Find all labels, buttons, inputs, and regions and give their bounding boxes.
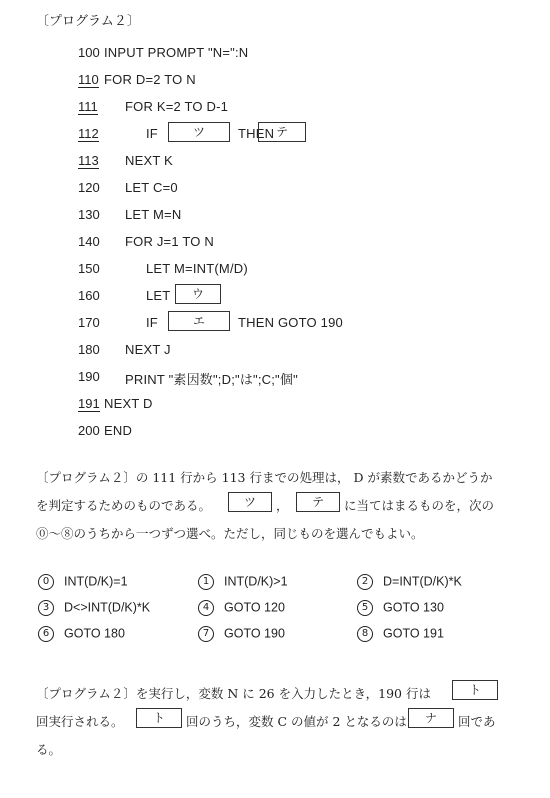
- answer-box-na: ナ: [408, 708, 454, 728]
- question-text: ，: [276, 498, 289, 513]
- line-number: 110: [78, 72, 99, 87]
- code-text: LET C=0: [125, 180, 178, 195]
- option-text: GOTO 190: [224, 626, 285, 641]
- code-text: NEXT K: [125, 153, 173, 168]
- answer-box-u: ウ: [175, 284, 221, 304]
- line-number: 113: [78, 153, 99, 168]
- option-5: [357, 600, 444, 616]
- line-number: 170: [78, 315, 100, 330]
- question-text: を判定するためのものである。: [36, 498, 212, 513]
- option-text: GOTO 191: [383, 626, 444, 641]
- code-text: NEXT J: [125, 342, 171, 357]
- code-text: INPUT PROMPT "N=":N: [104, 45, 249, 60]
- option-number: 6: [38, 626, 54, 642]
- option-text: GOTO 180: [64, 626, 125, 641]
- code-text: END: [104, 423, 133, 438]
- line-number: 120: [78, 180, 100, 195]
- code-text: THEN: [238, 126, 275, 141]
- option-text: INT(D/K)=1: [64, 574, 128, 589]
- line-number: 200: [78, 423, 100, 438]
- option-text: INT(D/K)>1: [224, 574, 288, 589]
- option-number: 8: [357, 626, 373, 642]
- option-number: 5: [357, 600, 373, 616]
- option-6: [38, 626, 125, 642]
- option-4: [198, 600, 285, 616]
- line-number: 111: [78, 99, 98, 114]
- line-number: 130: [78, 207, 100, 222]
- program-title: 〔プログラム２〕: [36, 14, 140, 29]
- question-text: 〔プログラム２〕の 111 行から 113 行までの処理は， D が素数であるかどうか: [36, 470, 493, 485]
- code-text: LET: [146, 288, 171, 303]
- answer-box-to: ト: [452, 680, 498, 700]
- answer-box-tsu: ツ: [228, 492, 272, 512]
- question-text: ⓪～⑧のうちから一つずつ選べ。ただし，同じものを選んでもよい。: [36, 526, 424, 541]
- answer-box-e: エ: [168, 311, 230, 331]
- option-number: 4: [198, 600, 214, 616]
- line-number: 112: [78, 126, 99, 141]
- question-text: 〔プログラム２〕を実行し，変数 N に 26 を入力したとき，190 行は: [36, 686, 431, 701]
- code-text: THEN GOTO 190: [238, 315, 343, 330]
- option-number: 1: [198, 574, 214, 590]
- option-number: 3: [38, 600, 54, 616]
- line-number: 100: [78, 45, 100, 60]
- code-text: LET M=INT(M/D): [146, 261, 248, 276]
- line-number: 191: [78, 396, 100, 411]
- option-1: [198, 574, 288, 590]
- question-text: 回のうち，変数 C の値が 2 となるのは: [186, 714, 407, 729]
- option-text: GOTO 120: [224, 600, 285, 615]
- option-number: 7: [198, 626, 214, 642]
- question-text: 回実行される。: [36, 714, 124, 729]
- line-number: 160: [78, 288, 100, 303]
- question-text: 回であ: [458, 714, 496, 729]
- answer-box-te: テ: [258, 122, 306, 142]
- option-2: [357, 574, 462, 590]
- option-number: 0: [38, 574, 54, 590]
- code-text: IF: [146, 126, 158, 141]
- code-text: NEXT D: [104, 396, 153, 411]
- option-7: [198, 626, 285, 642]
- line-number: 180: [78, 342, 100, 357]
- option-3: [38, 600, 150, 616]
- option-8: [357, 626, 444, 642]
- option-0: [38, 574, 128, 590]
- code-text: FOR J=1 TO N: [125, 234, 214, 249]
- line-number: 150: [78, 261, 100, 276]
- question-text: に当てはまるものを，次の: [344, 498, 495, 513]
- code-text: IF: [146, 315, 158, 330]
- code-text: LET M=N: [125, 207, 182, 222]
- option-text: D<>INT(D/K)*K: [64, 600, 151, 615]
- question-text: る。: [36, 742, 62, 757]
- option-number: 2: [357, 574, 373, 590]
- option-text: GOTO 130: [383, 600, 444, 615]
- answer-box-to: ト: [136, 708, 182, 728]
- answer-box-tsu: ツ: [168, 122, 230, 142]
- answer-box-te: テ: [296, 492, 340, 512]
- code-text: PRINT "素因数";D;"は";C;"個": [125, 372, 298, 387]
- line-number: 190: [78, 369, 100, 384]
- option-text: D=INT(D/K)*K: [383, 574, 462, 589]
- code-text: FOR K=2 TO D-1: [125, 99, 229, 114]
- code-text: FOR D=2 TO N: [104, 72, 196, 87]
- line-number: 140: [78, 234, 100, 249]
